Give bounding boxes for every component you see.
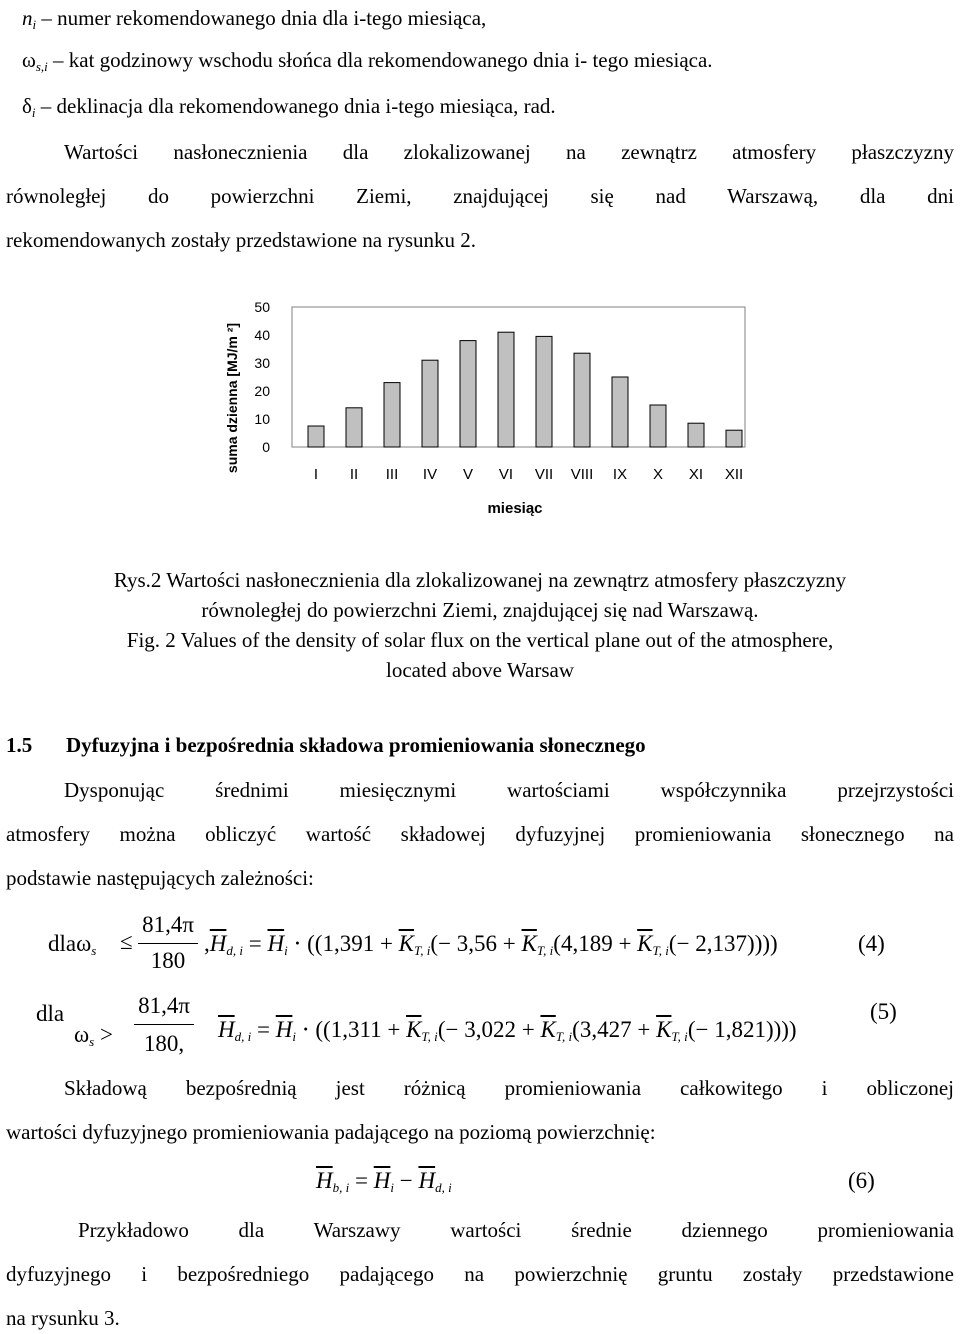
bar-VI: [498, 332, 514, 447]
x-tick-label: I: [313, 466, 319, 483]
eq4-denominator: 180: [150, 948, 186, 973]
eq5-body: $\overline{H}_{d, i} = \overline{H}_i \cdot ((1,311 + \overline{K}_{T, i}(- 3,022 + \overline{K}_{T, i}(3,427 + \overline{K}_{T, i}(- 1,821))))$: [218, 1017, 797, 1044]
y-tick-label: 40: [254, 327, 270, 343]
x-tick-label: V: [462, 466, 474, 483]
para2-line1: Dysponując średnimi miesięcznymi wartościami współczynnika przejrzystości: [64, 778, 954, 802]
eq5-fraction-bar: [134, 1024, 194, 1025]
x-tick-label: VI: [498, 466, 514, 483]
bar-I: [308, 426, 324, 447]
def-omega: $\omega_{s,i}$ – kat godzinowy wschodu słońca dla rekomendowanego dnia i- tego miesiąca.: [22, 48, 713, 74]
x-tick-label: III: [385, 466, 399, 483]
x-tick-label: IV: [422, 466, 438, 483]
eq4-fraction-bar: [138, 943, 198, 944]
y-tick-label: 30: [254, 355, 270, 371]
section-title: Dyfuzyjna i bezpośrednia składowa promieniowania słonecznego: [66, 733, 646, 757]
eq4-number: (4): [858, 931, 885, 956]
bar-VIII: [574, 353, 590, 447]
para2-line3: podstawie następujących zależności:: [6, 866, 314, 890]
eq6-number: (6): [848, 1168, 875, 1193]
caption-en-line1: Fig. 2 Values of the density of solar flux on the vertical plane out of the atmosphere,: [126, 628, 834, 652]
x-tick-label: VII: [534, 466, 554, 483]
y-tick-label: 0: [262, 439, 270, 455]
eq4-prefix: dlaω$_s$: [48, 931, 97, 958]
para3-line1: Składową bezpośrednią jest różnicą promieniowania całkowitego i obliczonej: [64, 1076, 954, 1100]
bar-VII: [536, 336, 552, 447]
bar-III: [384, 383, 400, 447]
para4-line1: Przykładowo dla Warszawy wartości średnie dziennego promieniowania: [78, 1218, 954, 1242]
def-n: $n_i$ – numer rekomendowanego dnia dla i-tego miesiąca,: [22, 6, 487, 32]
bar-chart: [210, 280, 770, 530]
y-tick-label: 20: [254, 383, 270, 399]
y-tick-label: 50: [254, 299, 270, 315]
y-tick-label: 10: [254, 411, 270, 427]
bar-IV: [422, 360, 438, 447]
eq5-omega: $\omega_s$ >: [74, 1022, 113, 1049]
bar-XII: [726, 430, 742, 447]
para4-line3: na rysunku 3.: [6, 1306, 120, 1330]
chart-xlabel: miesiąc: [487, 500, 543, 517]
chart-ylabel: suma dzienna [MJ/m ²]: [224, 322, 240, 474]
para1-line3: rekomendowanych zostały przedstawione na rysunku 2.: [6, 228, 477, 252]
x-tick-label: II: [349, 466, 359, 483]
para1-line1: Wartości nasłonecznienia dla zlokalizowanej na zewnątrz atmosfery płaszczyzny: [64, 140, 954, 164]
eq6-body: $\overline{H}_{b, i} = \overline{H}_i - \overline{H}_{d, i}$: [316, 1168, 452, 1195]
eq4-numerator: 81,4π: [142, 912, 194, 937]
eq5-prefix: dla: [36, 1001, 65, 1026]
para1-line2: równoległej do powierzchni Ziemi, znajdującej się nad Warszawą, dla dni: [6, 184, 954, 208]
def-delta: $\delta_i$ – deklinacja dla rekomendowanego dnia i-tego miesiąca, rad.: [22, 94, 556, 120]
x-tick-label: XII: [724, 466, 744, 483]
section-number: 1.5: [6, 733, 33, 757]
caption-pl-line1: Rys.2 Wartości nasłonecznienia dla zlokalizowanej na zewnątrz atmosfery płaszczyzny: [113, 568, 847, 592]
eq4-body: $,\overline{H}_{d, i} = \overline{H}_i \cdot ((1,391 + \overline{K}_{T, i}(- 3,56 + \overline{K}_{T, i}(4,189 + \overline{K}_{T, i}(- 2,137))))$: [204, 931, 778, 958]
x-tick-label: VIII: [570, 466, 594, 483]
bar-II: [346, 408, 362, 447]
para3-line2: wartości dyfuzyjnego promieniowania padającego na poziomą powierzchnię:: [6, 1120, 656, 1144]
para2-line2: atmosfery można obliczyć wartość składowej dyfuzyjnej promieniowania słonecznego na: [6, 822, 954, 846]
caption-pl-line2: równoległej do powierzchni Ziemi, znajdującej się nad Warszawą.: [201, 598, 759, 622]
x-tick-label: XI: [688, 466, 704, 483]
eq5-numerator: 81,4π: [138, 993, 190, 1018]
bar-X: [650, 405, 666, 447]
bar-XI: [688, 423, 704, 447]
bar-IX: [612, 377, 628, 447]
x-tick-label: IX: [612, 466, 628, 483]
eq5-number: (5): [870, 999, 897, 1024]
bar-V: [460, 341, 476, 447]
x-tick-label: X: [652, 466, 664, 483]
eq4-relation: ≤: [120, 929, 133, 954]
caption-en-line2: located above Warsaw: [385, 658, 574, 682]
eq5-denominator: 180,: [143, 1031, 185, 1056]
para4-line2: dyfuzyjnego i bezpośredniego padającego na powierzchnię gruntu zostały przedstawione: [6, 1262, 954, 1286]
